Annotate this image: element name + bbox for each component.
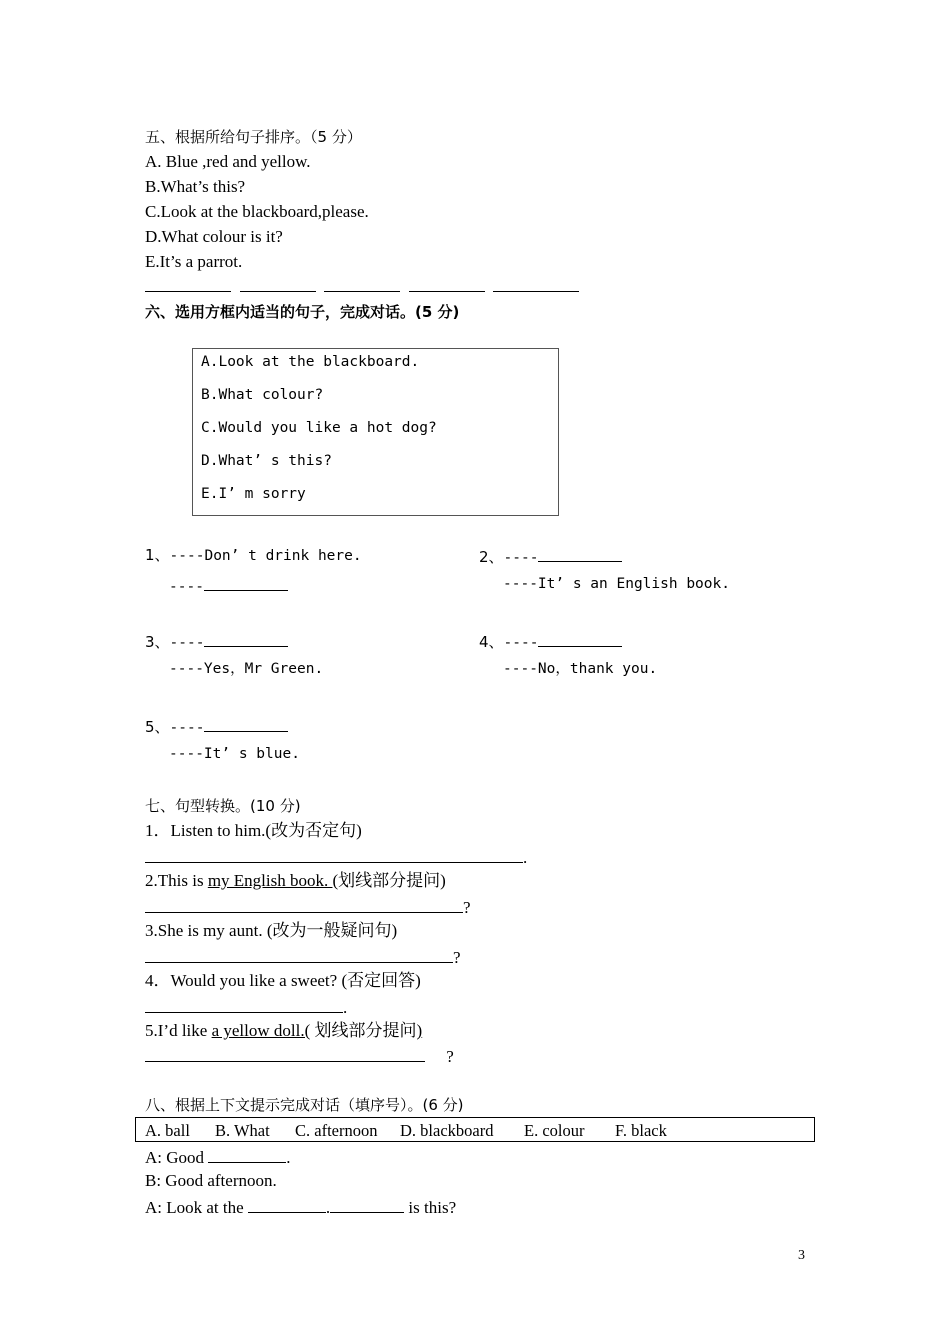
s7-q5: 5.I’d like a yellow doll.( 划线部分提问) [145,1021,423,1040]
s7-q2: 2.This is my English book. (划线部分提问) [145,871,446,890]
s7-q3-answer[interactable]: ? [145,946,461,968]
word-c: C. afternoon [295,1121,378,1140]
word-bank-box [135,1117,815,1142]
option-e: E.I’ m sorry [201,486,306,502]
dialog-5[interactable]: 5、---- [145,715,288,738]
dialog-5-reply: ----It’ s blue. [169,746,300,762]
section-6-title: 六、选用方框内适当的句子，完成对话。(5 分) [145,303,460,321]
s7-q2-answer[interactable]: ? [145,896,471,918]
word-b: B. What [215,1121,270,1140]
s5-answer-blanks[interactable] [145,275,579,297]
option-a: A.Look at the blackboard. [201,354,420,370]
option-b: B.What colour? [201,387,324,403]
s7-q4-answer[interactable]: . [145,996,347,1018]
section-8-title: 八、根据上下文提示完成对话（填序号）。(6 分) [145,1096,464,1114]
dialog-1-answer[interactable]: ---- [169,574,288,597]
s7-q3: 3.She is my aunt. (改为一般疑问句) [145,921,398,940]
word-d: D. blackboard [400,1121,494,1140]
word-f: F. black [615,1121,667,1140]
page-number: 3 [798,1248,805,1263]
option-d: D.What’ s this? [201,453,332,469]
section-5-title: 五、根据所给句子排序。（5 分） [145,128,362,146]
option-c: C.Would you like a hot dog? [201,420,437,436]
s5-item-c: C.Look at the blackboard,please. [145,202,369,221]
s5-item-a: A. Blue ,red and yellow. [145,152,311,171]
s5-item-e: E.It’s a parrot. [145,252,243,271]
s8-line-2: B: Good afternoon. [145,1171,277,1190]
s7-q1: 1．Listen to him.(改为否定句) [145,821,362,840]
dialog-4-reply: ----No，thank you. [503,661,658,677]
dialog-3-reply: ----Yes，Mr Green. [169,661,324,677]
s5-item-b: B.What’s this? [145,177,246,196]
dialog-2-reply: ----It’ s an English book. [503,576,730,592]
options-box [192,348,559,516]
dialog-4[interactable]: 4、---- [479,630,622,653]
s7-q4: 4．Would you like a sweet? (否定回答) [145,971,421,990]
dialog-3[interactable]: 3、---- [145,630,288,653]
s8-line-3[interactable]: A: Look at the . is this? [145,1198,457,1217]
s8-line-1[interactable]: A: Good . [145,1148,291,1167]
s5-item-d: D.What colour is it? [145,227,283,246]
section-7-title: 七、句型转换。(10 分) [145,797,301,815]
word-e: E. colour [524,1121,585,1140]
dialog-1: 1、----Don’ t drink here. [145,546,362,564]
dialog-2[interactable]: 2、---- [479,545,622,568]
s7-q1-answer[interactable]: . [145,846,527,868]
s7-q5-answer[interactable]: ? [145,1045,454,1067]
word-a: A. ball [145,1121,190,1140]
